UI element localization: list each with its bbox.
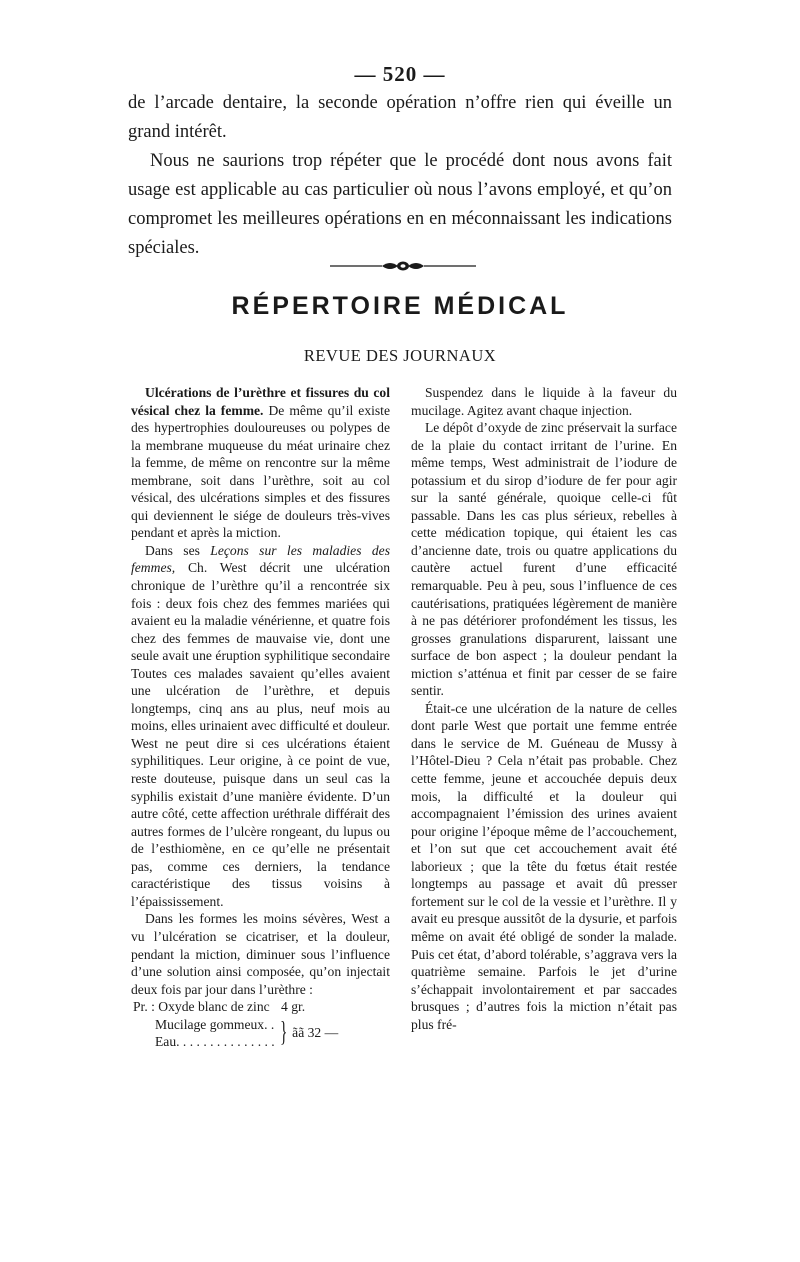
article-p2-start: Dans ses bbox=[145, 542, 211, 558]
prescription-label: Pr. : Oxyde blanc de zinc bbox=[133, 999, 270, 1015]
section-title: RÉPERTOIRE MÉDICAL bbox=[231, 292, 569, 320]
intro-paragraph-1: de l’arcade dentaire, la seconde opération n’offre rien qui éveille un grand intérêt. bbox=[128, 93, 672, 142]
right-column bbox=[411, 384, 677, 1033]
article-paragraph-5: Le dépôt d’oxyde de zinc préservait la surface de la plaie du contact irritant de l’urine. En même temps, West administrait de l’iodure de potassium et du sirop d’iodure de fer pour agir sur la santé générale, quoique celle-ci fût passable. Dans les cas plus sérieux, rebelles à cette médication topique, qui étaient les cas d’ancienne date, trois ou quatre applications du cautère actuel furent d’une efficacité remarquable. Peu à peu, sous l’influence de ces cautérisations, pratiquées légèrement de manière à ne pas détériorer profondément les tissus, les grosses granulations disparurent, laissant une surface de bon aspect ; la douleur pendant la miction s’atténua et finit par cesser de se faire sentir. bbox=[411, 420, 677, 699]
left-column bbox=[131, 384, 390, 1051]
article-paragraph-4: Suspendez dans le liquide à la faveur du mucilage. Agitez avant chaque injection. bbox=[411, 385, 677, 418]
prescription-ingredient-2: Eau. . . . . . . . . . . . . . . bbox=[155, 1034, 275, 1050]
article-paragraph-1 bbox=[131, 384, 390, 542]
prescription-quantity: 4 gr. bbox=[281, 999, 306, 1015]
intro-text bbox=[128, 89, 672, 263]
article-headline: Ulcérations de l’urèthre et fissures du col vésical chez la femme. bbox=[131, 385, 390, 418]
article-p2-rest: Ch. West décrit une ulcération chronique de l’urèthre qu’il a rencontrée six fois : deux fois chez des femmes mariées qui avaient eu la maladie vénérienne, et quatre fois chez des femmes de mauvaise vie, dont une seule avait une éruption syphilitique secondaire Toutes ces malades savaient qu’elles avaient une ulcération de l’urèthre, et depuis longtemps, cinq ans au plus, neuf mois au moins, elles urinaient avec difficulté et douleur. West ne peut dire si ces ulcérations étaient syphilitiques. Leur origine, à ce point de vue, reste douteuse, puisque dans un seul cas la syphilis existait d’une manière évidente. D’un autre côté, cette affection uréthrale différait des autres formes de l’ulcère rongeant, du lupus ou de l’esthiomène, en ce qu’elle ne présentait pas, comme ces derniers, la tendance caractéristique des tissus voisins à l’épaississement. bbox=[131, 560, 390, 909]
prescription-ingredients bbox=[131, 1016, 275, 1051]
ornament-divider bbox=[330, 259, 476, 273]
article-paragraph-2 bbox=[131, 542, 390, 910]
prescription-dose: ãã 32 — bbox=[292, 1025, 339, 1041]
article-p1-text: De même qu’il existe des hypertrophies douloureuses ou polypes de la membrane muqueuse du méat urinaire chez la femme, de même on rencontre sur la même membrane, soit dans l’urèthre, soit au col vésical, des ulcérations simples et des fissures qui deviennent le siége de douleurs très-vives pendant et après la miction. bbox=[131, 402, 390, 541]
intro-paragraph-2: Nous ne saurions trop répéter que le procédé dont nous avons fait usage est applicable au cas particulier où nous l’avons employé, et qu’on compromet les meilleures opérations en en méconnaissant les indications spéciales. bbox=[128, 151, 672, 258]
subsection-title: REVUE DES JOURNAUX bbox=[303, 346, 497, 365]
article-paragraph-3: Dans les formes les moins sévères, West a vu l’ulcération se cicatriser, et la douleur, pendant la miction, diminuer sous l’influence d’une solution ainsi composée, qu’on injectait deux fois par jour dans l’urèthre : bbox=[131, 911, 390, 997]
page-number: — 520 — bbox=[354, 62, 446, 86]
prescription bbox=[131, 998, 390, 1051]
article-paragraph-6: Était-ce une ulcération de la nature de celles dont parle West que portait une femme entrée dans le service de M. Guéneau de Mussy à l’Hôtel-Dieu ? Cela n’était pas probable. Chez cette femme, jeune et accouchée depuis deux mois, la difficulté et la douleur qui accompagnaient l’émission des urines avaient pour origine l’époque même de l’accouchement, et l’on sut que cet accouchement avait été laborieux ; que la tête du fœtus était restée longtemps au passage et avait dû presser fortement sur le col de la vessie et l’urèthre. Il y avait eu presque aussitôt de la dysurie, et parfois même on avait été obligé de sonder la malade. Puis cet état, d’abord tolérable, s’aggrava vers la quatrième semaine. Parfois le jet d’urine s’échappait involontairement et par saccades brusques ; d’autres fois la miction n’était pas plus fré- bbox=[411, 700, 677, 1032]
book-title-italic: Leçons sur les maladies des femmes, bbox=[131, 542, 390, 576]
prescription-row-1 bbox=[131, 998, 390, 1016]
brace-glyph: } bbox=[279, 1017, 288, 1049]
prescription-group bbox=[131, 1016, 390, 1051]
prescription-ingredient-1: Mucilage gommeux. . bbox=[155, 1016, 275, 1032]
